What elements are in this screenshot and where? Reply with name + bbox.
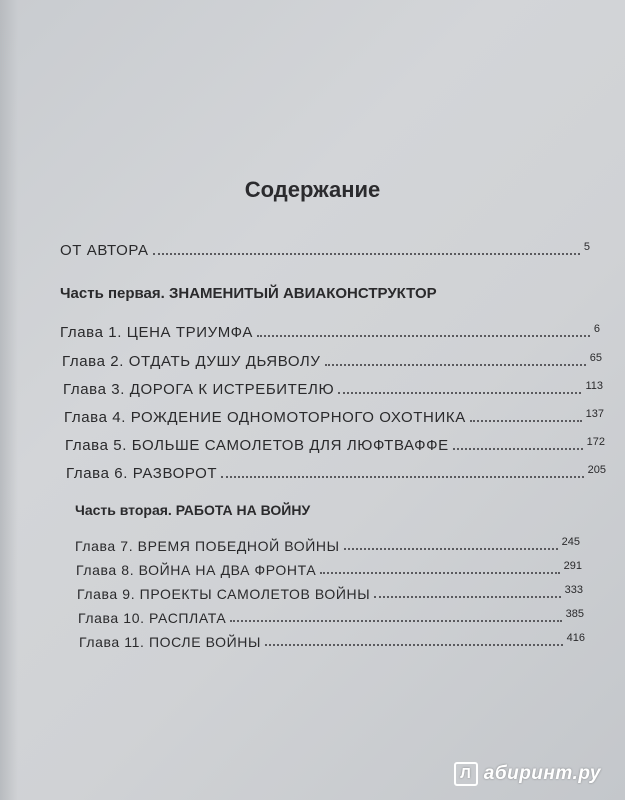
dot-leader [325, 363, 586, 366]
toc-page-number: 385 [565, 608, 584, 620]
dot-leader [153, 252, 580, 255]
toc-page-number: 333 [564, 584, 583, 596]
toc-entry-label: Глава 2. ОТДАТЬ ДУШУ ДЬЯВОЛУ [62, 353, 321, 370]
dot-leader [257, 334, 590, 337]
dot-leader [221, 475, 584, 478]
toc-page-number: 137 [585, 408, 604, 420]
toc-page-number: 113 [585, 380, 603, 392]
toc-page-number: 416 [566, 632, 585, 644]
toc-page-number: 65 [589, 352, 602, 364]
toc-chapter-row [75, 528, 580, 554]
toc-entry-label: Глава 4. РОЖДЕНИЕ ОДНОМОТОРНОГО ОХОТНИКА [64, 409, 466, 426]
watermark-text: абиринт.ру [483, 763, 601, 784]
toc-entry-label: Глава 6. РАЗВОРОТ [66, 465, 218, 482]
part-prefix: Часть первая. [60, 285, 165, 302]
toc-chapter-row [64, 400, 604, 426]
dot-leader [230, 619, 561, 622]
dot-leader [265, 643, 563, 646]
page-title: Содержание [244, 177, 381, 202]
dot-leader [320, 571, 559, 574]
part-name: ЗНАМЕНИТЫЙ АВИАКОНСТРУКТОР [168, 285, 437, 302]
toc-entry-label: Глава 1. ЦЕНА ТРИУМФА [60, 324, 253, 341]
toc-chapter-row [60, 315, 600, 341]
toc-entry-label: Глава 11. ПОСЛЕ ВОЙНЫ [79, 634, 261, 650]
part-heading-1 [60, 285, 437, 302]
labirint-logo-icon: Л [454, 762, 478, 786]
toc-chapter-row [63, 372, 603, 398]
page-edge-shadow [0, 0, 18, 800]
toc-chapter-row [79, 624, 585, 650]
toc-entry-label: Глава 7. ВРЕМЯ ПОБЕДНОЙ ВОЙНЫ [75, 538, 340, 554]
toc-page-number: 172 [586, 436, 605, 448]
dot-leader [344, 547, 558, 550]
toc-page-number: 205 [587, 464, 606, 476]
toc-chapter-row [76, 552, 582, 578]
dot-leader [338, 391, 581, 394]
dot-leader [470, 419, 582, 422]
toc-page-number: 291 [563, 560, 582, 572]
toc-chapter-row [77, 576, 583, 602]
toc-page-number: 245 [561, 536, 580, 548]
toc-entry-label: Глава 10. РАСПЛАТА [78, 610, 227, 626]
toc-chapter-row [66, 456, 606, 482]
part-heading-2 [75, 502, 310, 518]
toc-entry-label: Глава 5. БОЛЬШЕ САМОЛЕТОВ ДЛЯ ЛЮФТВАФФЕ [65, 437, 449, 454]
labirint-watermark [454, 762, 601, 786]
toc-page-number: 6 [593, 323, 600, 335]
toc-chapter-row [62, 344, 602, 370]
toc-entry-label: Глава 3. ДОРОГА К ИСТРЕБИТЕЛЮ [63, 381, 335, 398]
toc-chapter-row [65, 428, 605, 454]
toc-chapter-row [78, 600, 584, 626]
toc-entry-label: ОТ АВТОРА [60, 242, 149, 259]
dot-leader [374, 595, 560, 598]
toc-entry-label: Глава 9. ПРОЕКТЫ САМОЛЕТОВ ВОЙНЫ [77, 586, 371, 602]
part-name: РАБОТА НА ВОЙНУ [175, 502, 311, 518]
dot-leader [453, 447, 583, 450]
toc-page-number: 5 [583, 241, 590, 253]
part-prefix: Часть вторая. [75, 502, 172, 518]
toc-intro-row [60, 233, 590, 259]
toc-entry-label: Глава 8. ВОЙНА НА ДВА ФРОНТА [76, 562, 317, 578]
